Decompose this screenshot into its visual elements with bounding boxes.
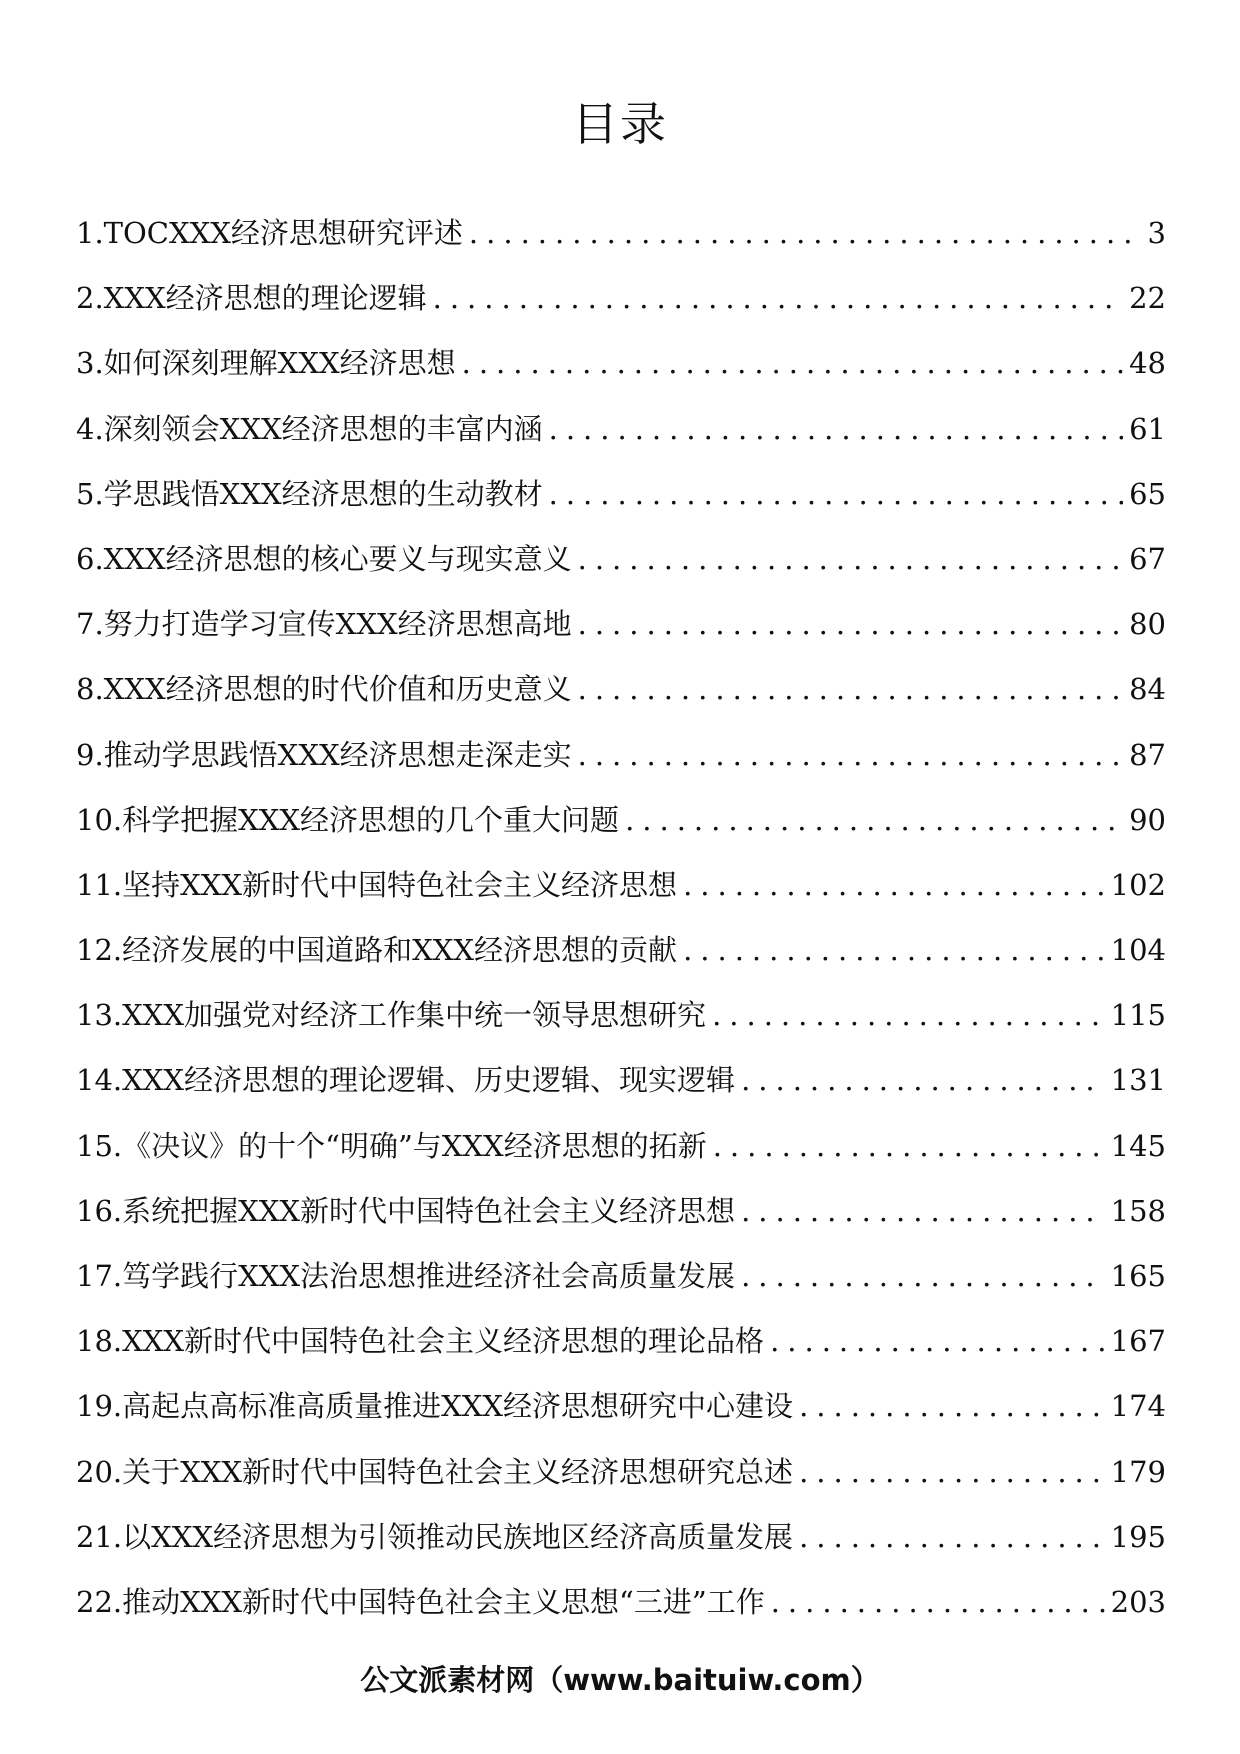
toc-entry-label: 8.XXX经济思想的时代价值和历史意义 — [76, 672, 572, 707]
toc-entry[interactable] — [76, 469, 1166, 534]
toc-entry-page-number: 104 — [1110, 933, 1166, 968]
toc-entry[interactable] — [76, 208, 1166, 273]
toc-entry[interactable] — [76, 534, 1166, 599]
toc-entry-label: 10.科学把握XXX经济思想的几个重大问题 — [76, 802, 620, 837]
toc-dot-leader — [713, 1121, 1105, 1171]
toc-entry-label: 2.XXX经济思想的理论逻辑 — [76, 281, 427, 316]
toc-dot-leader — [549, 469, 1123, 519]
toc-entry-page-number: 131 — [1110, 1063, 1166, 1098]
toc-entry-label: 19.高起点高标准高质量推进XXX经济思想研究中心建设 — [76, 1389, 794, 1424]
toc-dot-leader — [799, 1381, 1105, 1431]
toc-dot-leader — [683, 925, 1105, 975]
toc-entry-page-number: 87 — [1129, 737, 1166, 772]
toc-entry-page-number: 145 — [1110, 1128, 1166, 1163]
toc-entry-label: 21.以XXX经济思想为引领推动民族地区经济高质量发展 — [76, 1519, 794, 1554]
toc-entry[interactable] — [76, 1055, 1166, 1120]
toc-entry[interactable] — [76, 404, 1166, 469]
toc-entry[interactable] — [76, 1251, 1166, 1316]
toc-dot-leader — [799, 1512, 1105, 1562]
toc-entry-page-number: 167 — [1110, 1324, 1166, 1359]
page-title: 目录 — [572, 97, 668, 151]
toc-dot-leader — [683, 860, 1105, 910]
toc-entry[interactable] — [76, 1577, 1166, 1642]
toc-entry-page-number: 61 — [1129, 411, 1166, 446]
toc-entry-label: 13.XXX加强党对经济工作集中统一领导思想研究 — [76, 998, 707, 1033]
toc-entry[interactable] — [76, 860, 1166, 925]
toc-dot-leader — [549, 404, 1123, 454]
toc-entry-page-number: 115 — [1110, 998, 1166, 1033]
toc-entry-page-number: 179 — [1110, 1454, 1166, 1489]
toc-dot-leader — [712, 990, 1105, 1040]
toc-entry-label: 17.笃学践行XXX法治思想推进经济社会高质量发展 — [76, 1259, 736, 1293]
toc-entry-label: 11.坚持XXX新时代中国特色社会主义经济思想 — [76, 867, 678, 902]
toc-entry-label: 1.TOCXXX经济思想研究评述 — [76, 216, 463, 250]
toc-entry-label: 5.学思践悟XXX经济思想的生动教材 — [76, 476, 543, 511]
toc-entry[interactable] — [76, 1447, 1166, 1512]
toc-entry[interactable] — [76, 1381, 1166, 1446]
toc-entry[interactable] — [76, 730, 1166, 795]
toc-entry-page-number: 165 — [1110, 1259, 1166, 1293]
toc-entry-page-number: 203 — [1110, 1584, 1166, 1619]
toc-entry-label: 6.XXX经济思想的核心要义与现实意义 — [76, 541, 572, 576]
toc-dot-leader — [771, 1577, 1105, 1627]
toc-entry-page-number: 65 — [1129, 476, 1166, 511]
toc-entry-page-number: 48 — [1129, 346, 1166, 381]
toc-entry[interactable] — [76, 1512, 1166, 1577]
toc-entry-page-number: 80 — [1129, 607, 1166, 642]
toc-entry-page-number: 84 — [1129, 672, 1166, 707]
toc-entry-label: 16.系统把握XXX新时代中国特色社会主义经济思想 — [76, 1193, 736, 1228]
toc-entry-label: 9.推动学思践悟XXX经济思想走深走实 — [76, 737, 572, 772]
toc-entry[interactable] — [76, 338, 1166, 403]
toc-entry[interactable] — [76, 795, 1166, 860]
toc-dot-leader — [433, 273, 1123, 323]
toc-entry-label: 3.如何深刻理解XXX经济思想 — [76, 346, 456, 381]
toc-dot-leader — [625, 795, 1123, 845]
toc-entry[interactable] — [76, 925, 1166, 990]
toc-entry-page-number: 3 — [1147, 216, 1166, 250]
table-of-contents — [76, 208, 1166, 1642]
toc-entry-page-number: 158 — [1110, 1193, 1166, 1228]
toc-entry[interactable] — [76, 664, 1166, 729]
toc-dot-leader — [741, 1251, 1105, 1301]
toc-dot-leader — [741, 1055, 1105, 1105]
toc-entry-label: 15.《决议》的十个“明确”与XXX经济思想的拓新 — [76, 1128, 707, 1163]
toc-entry-label: 12.经济发展的中国道路和XXX经济思想的贡献 — [76, 933, 678, 968]
toc-entry[interactable] — [76, 1186, 1166, 1251]
toc-dot-leader — [462, 338, 1123, 388]
toc-dot-leader — [469, 208, 1142, 258]
toc-entry-page-number: 90 — [1129, 802, 1166, 837]
footer-watermark: 公文派素材网（www.baituiw.com） — [360, 1663, 880, 1697]
toc-entry[interactable] — [76, 1316, 1166, 1381]
toc-entry-page-number: 195 — [1110, 1519, 1166, 1554]
toc-entry[interactable] — [76, 1121, 1166, 1186]
toc-entry-page-number: 174 — [1110, 1389, 1166, 1424]
toc-entry-label: 18.XXX新时代中国特色社会主义经济思想的理论品格 — [76, 1324, 765, 1359]
toc-dot-leader — [741, 1186, 1105, 1236]
toc-dot-leader — [578, 534, 1123, 584]
toc-entry-label: 22.推动XXX新时代中国特色社会主义思想“三进”工作 — [76, 1584, 765, 1619]
toc-entry[interactable] — [76, 990, 1166, 1055]
toc-entry[interactable] — [76, 273, 1166, 338]
toc-dot-leader — [578, 664, 1123, 714]
toc-dot-leader — [799, 1447, 1105, 1497]
toc-dot-leader — [770, 1316, 1105, 1366]
toc-dot-leader — [578, 730, 1123, 780]
toc-entry-page-number: 102 — [1110, 867, 1166, 902]
toc-dot-leader — [578, 599, 1123, 649]
toc-entry-label: 7.努力打造学习宣传XXX经济思想高地 — [76, 607, 572, 642]
toc-entry-label: 14.XXX经济思想的理论逻辑、历史逻辑、现实逻辑 — [76, 1063, 736, 1098]
toc-entry[interactable] — [76, 599, 1166, 664]
toc-entry-label: 4.深刻领会XXX经济思想的丰富内涵 — [76, 411, 543, 446]
toc-entry-page-number: 67 — [1129, 541, 1166, 576]
toc-entry-label: 20.关于XXX新时代中国特色社会主义经济思想研究总述 — [76, 1454, 794, 1489]
toc-entry-page-number: 22 — [1129, 281, 1166, 316]
